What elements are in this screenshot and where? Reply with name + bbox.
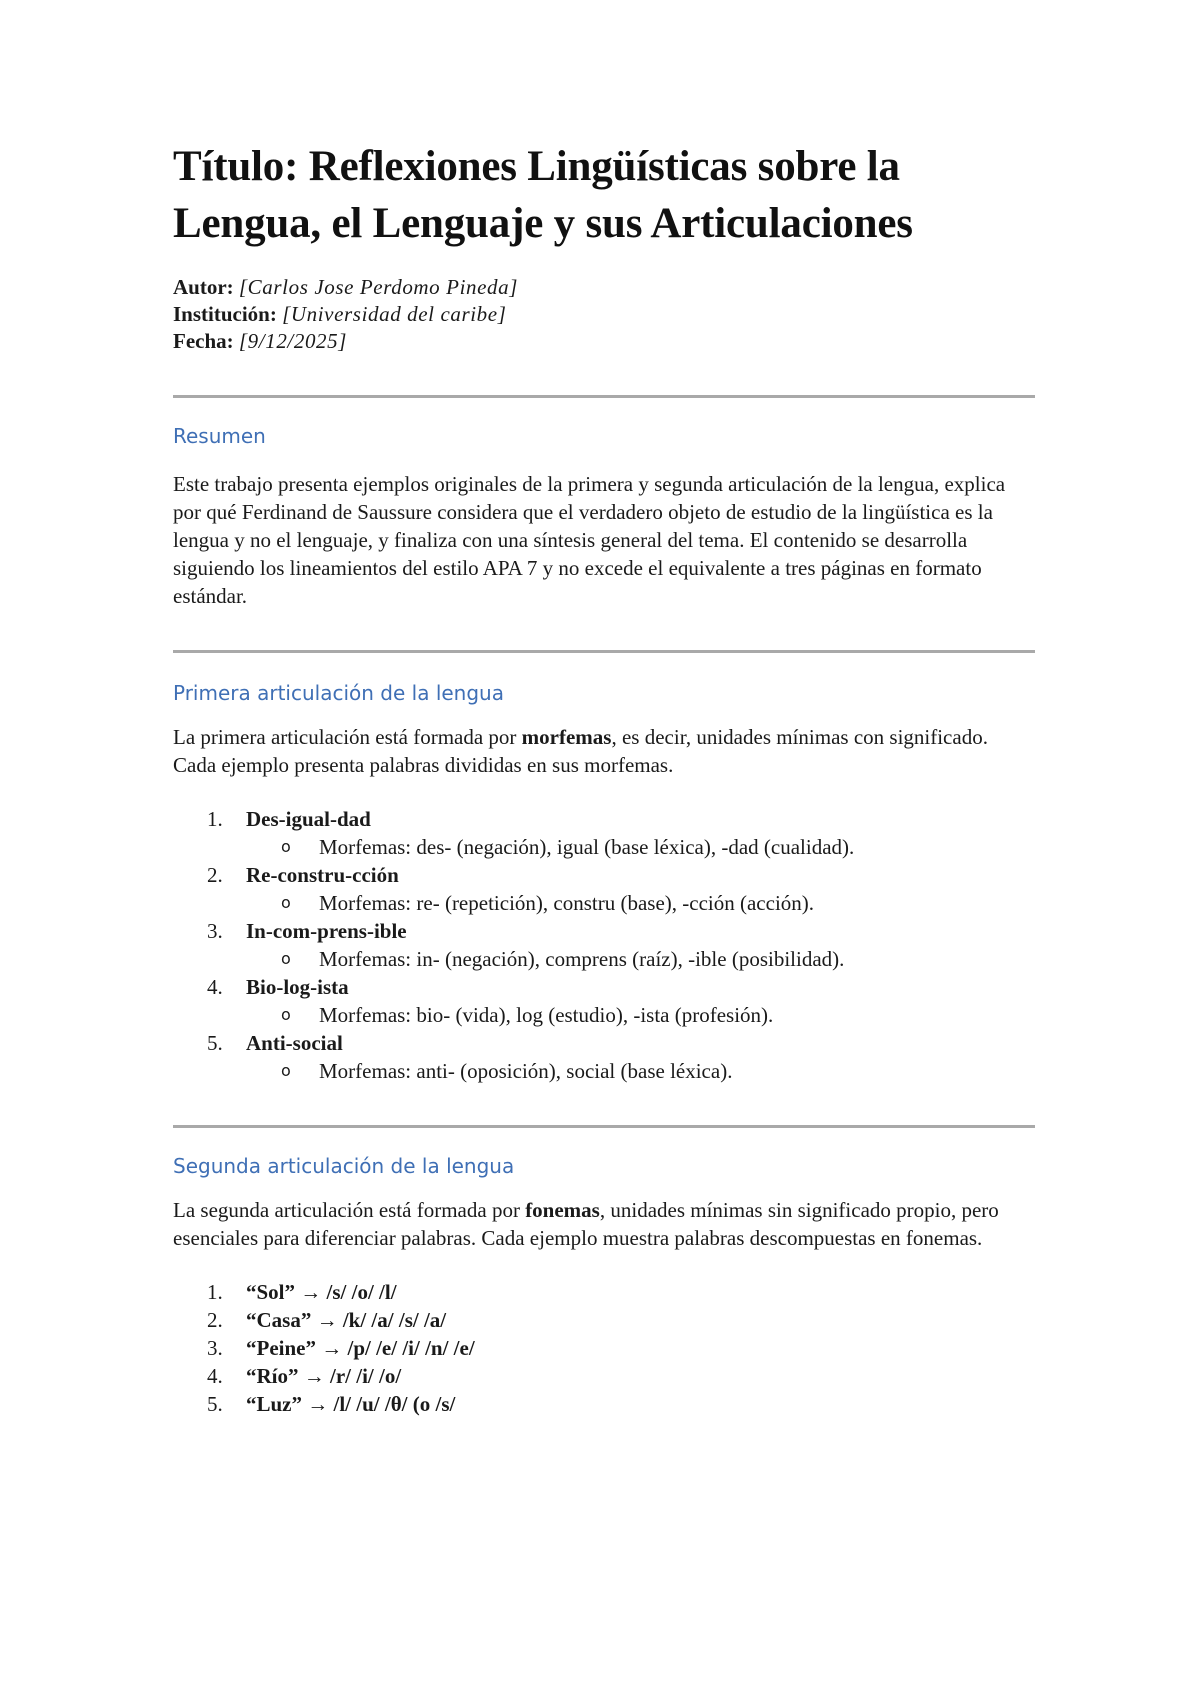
section-divider [173, 650, 1035, 653]
morpheme-detail: Morfemas: in- (negación), comprens (raíz), -ible (posibilidad). [319, 947, 845, 971]
list-number: 5. [207, 1392, 223, 1416]
circle-bullet-icon: o [281, 893, 291, 912]
second-intro-text-b: , unidades mínimas sin significado propio, pero esenciales para diferenciar palabras. Cada ejemplo muestra palabras descompuestas en fonemas. [173, 1198, 999, 1250]
author-value: [Carlos Jose Perdomo Pineda] [238, 275, 518, 299]
morpheme-detail: Morfemas: re- (repetición), constru (base), -cción (acción). [319, 891, 815, 915]
list-item [173, 917, 1033, 973]
list-item [173, 1362, 1033, 1390]
list-number: 2. [207, 863, 223, 887]
author-line [173, 274, 1033, 301]
first-articulation-intro [173, 723, 1033, 779]
institution-label: Institución: [173, 302, 277, 326]
list-item [173, 1278, 1033, 1306]
date-value: [9/12/2025] [238, 329, 348, 353]
list-item [173, 805, 1033, 861]
first-articulation-heading: Primera articulación de la lengua [173, 681, 504, 705]
second-articulation-intro [173, 1196, 1033, 1252]
institution-value: [Universidad del caribe] [282, 302, 507, 326]
document-title: Título: Reflexiones Lingüísticas sobre la Lengua, el Lenguaje y sus Articulaciones [173, 143, 913, 247]
list-item [173, 973, 1033, 1029]
date-label: Fecha: [173, 329, 234, 353]
first-intro-bold: morfemas [521, 725, 612, 749]
phoneme-list [173, 1278, 1033, 1418]
section-divider [173, 1125, 1035, 1128]
second-articulation-heading: Segunda articulación de la lengua [173, 1154, 515, 1178]
phoneme-example: “Río” → /r/ /i/ /o/ [246, 1364, 402, 1388]
list-number: 2. [207, 1308, 223, 1332]
phoneme-example: “Casa” → /k/ /a/ /s/ /a/ [246, 1308, 447, 1332]
morpheme-detail: Morfemas: bio- (vida), log (estudio), -ista (profesión). [319, 1003, 774, 1027]
list-item [173, 1029, 1033, 1085]
list-item [173, 1334, 1033, 1362]
morpheme-word: In-com-prens-ible [246, 919, 407, 943]
sub-item [246, 1057, 1033, 1085]
list-item [173, 1306, 1033, 1334]
circle-bullet-icon: o [281, 837, 291, 856]
summary-heading: Resumen [173, 424, 266, 448]
sub-item [246, 833, 1033, 861]
summary-text: Este trabajo presenta ejemplos originales de la primera y segunda articulación de la lengua, explica por qué Ferdinand de Saussure considera que el verdadero objeto de estudio de la lingüística es la lengua y no el lenguaje, y finaliza con una síntesis general del tema. El contenido se desarrolla siguiendo los lineamientos del estilo APA 7 y no excede el equivalente a tres páginas en formato estándar. [173, 472, 1006, 608]
second-intro-bold: fonemas [525, 1198, 600, 1222]
circle-bullet-icon: o [281, 949, 291, 968]
sub-item [246, 945, 1033, 973]
document-meta [173, 274, 1033, 355]
phoneme-example: “Peine” → /p/ /e/ /i/ /n/ /e/ [246, 1336, 475, 1360]
circle-bullet-icon: o [281, 1005, 291, 1024]
list-number: 4. [207, 1364, 223, 1388]
first-intro-text-b: , es decir, unidades mínimas con significado. Cada ejemplo presenta palabras divididas en sus morfemas. [173, 725, 988, 777]
morpheme-word: Bio-log-ista [246, 975, 349, 999]
section-divider [173, 395, 1035, 398]
document-page [173, 138, 1033, 1418]
list-number: 1. [207, 807, 223, 831]
morpheme-word: Des-igual-dad [246, 807, 371, 831]
morpheme-list [173, 805, 1033, 1085]
list-number: 3. [207, 919, 223, 943]
morpheme-word: Re-constru-cción [246, 863, 399, 887]
morpheme-word: Anti-social [246, 1031, 343, 1055]
circle-bullet-icon: o [281, 1061, 291, 1080]
list-item [173, 1390, 1033, 1418]
list-number: 4. [207, 975, 223, 999]
institution-line [173, 301, 1033, 328]
sub-item [246, 889, 1033, 917]
sub-item [246, 1001, 1033, 1029]
phoneme-example: “Sol” → /s/ /o/ /l/ [246, 1280, 397, 1304]
list-item [173, 861, 1033, 917]
second-intro-text-a: La segunda articulación está formada por [173, 1198, 526, 1222]
list-number: 3. [207, 1336, 223, 1360]
list-number: 5. [207, 1031, 223, 1055]
list-number: 1. [207, 1280, 223, 1304]
author-label: Autor: [173, 275, 234, 299]
date-line [173, 328, 1033, 355]
phoneme-example: “Luz” → /l/ /u/ /θ/ (o /s/ [246, 1392, 456, 1416]
morpheme-detail: Morfemas: anti- (oposición), social (base léxica). [319, 1059, 733, 1083]
first-intro-text-a: La primera articulación está formada por [173, 725, 522, 749]
morpheme-detail: Morfemas: des- (negación), igual (base léxica), -dad (cualidad). [319, 835, 855, 859]
